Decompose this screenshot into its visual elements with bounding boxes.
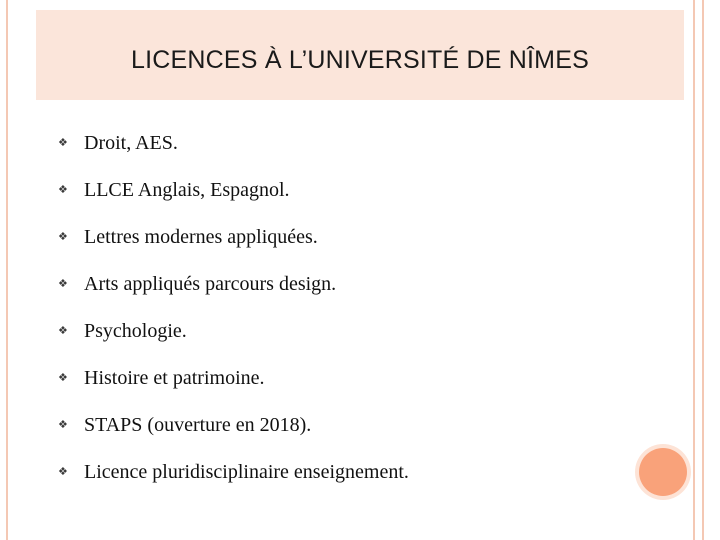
right-border-rule-inner: [693, 0, 695, 540]
list-item: [58, 365, 409, 412]
diamond-bullet-icon: ❖: [58, 418, 68, 431]
diamond-bullet-icon: ❖: [58, 465, 68, 478]
diamond-bullet-icon: ❖: [58, 324, 68, 337]
list-item: [58, 271, 409, 318]
left-border-rule: [6, 0, 8, 540]
list-item: [58, 224, 409, 271]
accent-circle: [639, 448, 687, 496]
diamond-bullet-icon: ❖: [58, 136, 68, 149]
right-border-rule-outer: [702, 0, 704, 540]
list-item: [58, 459, 409, 506]
list-item-text: Droit, AES.: [84, 132, 178, 154]
diamond-bullet-icon: ❖: [58, 183, 68, 196]
diamond-bullet-icon: ❖: [58, 230, 68, 243]
list-item-text: Licence pluridisciplinaire enseignement.: [84, 461, 409, 483]
list-item-text: LLCE Anglais, Espagnol.: [84, 179, 290, 201]
list-item-text: Arts appliqués parcours design.: [84, 273, 337, 295]
title-banner: [36, 10, 684, 100]
list-item: [58, 412, 409, 459]
list-item: [58, 318, 409, 365]
slide-title: LICENCES À L’UNIVERSITÉ DE NÎMES: [131, 46, 589, 74]
bullet-list: [58, 130, 409, 506]
diamond-bullet-icon: ❖: [58, 277, 68, 290]
diamond-bullet-icon: ❖: [58, 371, 68, 384]
list-item-text: Psychologie.: [84, 320, 187, 342]
list-item: [58, 130, 409, 177]
list-item-text: Lettres modernes appliquées.: [84, 226, 318, 248]
list-item-text: Histoire et patrimoine.: [84, 367, 265, 389]
list-item: [58, 177, 409, 224]
list-item-text: STAPS (ouverture en 2018).: [84, 414, 312, 436]
